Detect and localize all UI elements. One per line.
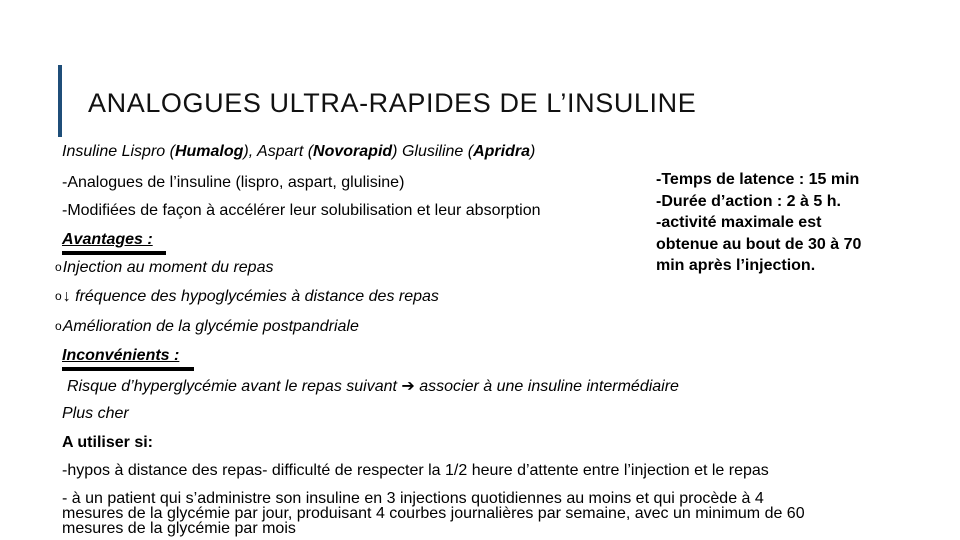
intro-text-3: ) Glusiline ( — [392, 143, 474, 160]
a-utiliser-heading: A utiliser si: — [62, 434, 153, 451]
inconvenients-underline-bar — [62, 367, 194, 371]
brand-apridra: Apridra — [473, 143, 530, 160]
avantages-heading: Avantages : — [62, 231, 153, 248]
patient-line-2: mesures de la glycémie par jour, produisant 4 courbes journalières par semaine, avec un minimum de 60 — [62, 505, 805, 522]
insulin-names-line — [62, 143, 535, 161]
side-line-2: -Durée d’action : 2 à 5 h. — [656, 192, 841, 210]
side-line-5: min après l’injection. — [656, 257, 816, 274]
patient-paragraph — [62, 491, 942, 536]
brand-humalog: Humalog — [174, 143, 244, 160]
patient-line-1: - à un patient qui s’administre son insuline en 3 injections quotidiennes au moins et qui procède à 4 — [62, 490, 764, 507]
risque-text-1: Risque d’hyperglycémie avant le repas suivant — [67, 378, 402, 395]
hypos-line: -hypos à distance des repas- difficulté de respecter la 1/2 heure d’attente entre l’injection et le repas — [62, 462, 769, 479]
bullet-icon: o — [55, 289, 62, 303]
intro-text-2: ), Aspart ( — [243, 143, 314, 160]
side-line-3: -activité maximale est — [656, 214, 822, 231]
avantages-underline-bar — [62, 251, 166, 255]
analogues-line: -Analogues de l’insuline (lispro, aspart, glulisine) — [62, 174, 405, 191]
pharmacokinetics-box — [656, 169, 861, 277]
avantage-text-2: ↓ fréquence des hypoglycémies à distance des repas — [62, 288, 439, 305]
modifiees-line: -Modifiées de façon à accélérer leur solubilisation et leur absorption — [62, 202, 541, 219]
slide-title: ANALOGUES ULTRA-RAPIDES DE L’INSULINE — [88, 88, 697, 118]
avantage-item-2 — [55, 288, 439, 306]
arrow-right-icon: ➔ — [401, 378, 415, 395]
avantage-text-3: Amélioration de la glycémie postpandriale — [62, 318, 359, 335]
avantage-item-1 — [55, 259, 273, 277]
risque-line — [67, 376, 679, 396]
plus-cher-line: Plus cher — [62, 405, 129, 422]
bullet-icon: o — [55, 319, 62, 333]
title-accent-bar — [58, 65, 62, 137]
avantage-text-1: Injection au moment du repas — [62, 259, 274, 276]
avantage-item-3 — [55, 318, 359, 336]
intro-text-1: Insuline Lispro ( — [62, 143, 175, 160]
brand-novorapid: Novorapid — [313, 143, 393, 160]
intro-text-4: ) — [529, 143, 536, 160]
bullet-icon: o — [55, 260, 62, 274]
risque-text-2: associer à une insuline intermédiaire — [414, 378, 679, 395]
inconvenients-heading: Inconvénients : — [62, 347, 180, 364]
patient-line-3: mesures de la glycémie par mois — [62, 520, 296, 537]
side-line-1: -Temps de latence : 15 min — [656, 171, 860, 188]
side-line-4: obtenue au bout de 30 à 70 — [656, 235, 862, 253]
